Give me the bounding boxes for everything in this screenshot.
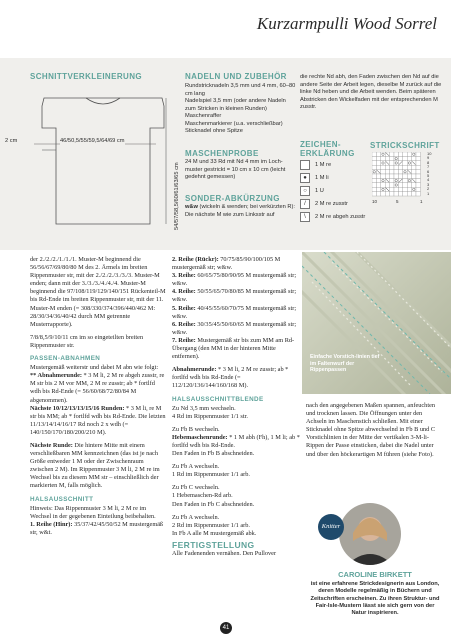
chart-cell (416, 161, 420, 165)
chart-cell (381, 183, 385, 187)
chart-cell (412, 187, 416, 191)
chart-cell (412, 165, 416, 169)
chart-cell (407, 192, 411, 196)
chart-cell (390, 152, 394, 156)
schnitt-label-left: 2 cm (5, 138, 18, 144)
chart-cell (403, 152, 407, 156)
paragraph: 7. Reihe: Mustergemäß str bis zum MM am Rd-Übergang (den MM in der hinteren Mitte entfernen). (172, 336, 295, 361)
paragraph: 6. Reihe: 30/35/45/50/60/65 M mustergemäß str; w&w. (172, 320, 297, 336)
sonder-bold: w&w (185, 204, 198, 210)
paragraph: Zu Fb C wechseln. (172, 484, 220, 492)
schnitt-heading: SCHNITTVERKLEINERUNG (30, 72, 143, 81)
chart-cell (372, 192, 376, 196)
paragraph: Mustergemäß weiterstr und dabei M abn wie folgt: (30, 364, 159, 372)
chart-cell (372, 156, 376, 160)
chart-row-label: 9 (427, 155, 430, 161)
chart-cell (376, 156, 380, 160)
chart-cell (407, 165, 411, 169)
author-bio: ist eine erfahrene Strickdesignerin aus London, deren Modelle regelmäßig in Büchern und Zeitschriften erscheinen. Zu ihren Struktur- und Fair-Isle-Mustern lässt sie sich gern von der Natur inspirieren. (310, 581, 440, 617)
chart-cell (390, 187, 394, 191)
paragraph: Zu Nd 3,5 mm wechseln. (172, 404, 236, 412)
chart-cell (385, 156, 389, 160)
chart-cell (385, 170, 389, 174)
chart-cell (390, 192, 394, 196)
chart-row-label: 6 (427, 168, 430, 174)
chart-cell (381, 170, 385, 174)
chart-cell (407, 174, 411, 178)
chart-cell (394, 174, 398, 178)
chart-cell (394, 178, 398, 182)
chart-col-label: 1 (420, 199, 423, 204)
chart-cell (372, 183, 376, 187)
chart-cell (407, 178, 411, 182)
zeichen-legend (300, 158, 365, 223)
chart-cell (390, 178, 394, 182)
chart-cell (381, 174, 385, 178)
chart-cell (412, 192, 416, 196)
chart-cell (376, 183, 380, 187)
paragraph: 3. Reihe: 60/65/75/80/90/95 M mustergemäß str; w&w. (172, 272, 297, 288)
chart-cell (407, 183, 411, 187)
chart-col-label: 5 (396, 199, 399, 204)
paragraph: 2 Rd im Rippenmuster 1/1 arb. (172, 521, 251, 529)
strickschrift-heading: STRICKSCHRIFT (370, 141, 440, 150)
chart-cell (381, 165, 385, 169)
chart-cell (394, 152, 398, 156)
paragraph: Den Faden in Fb B abschneiden. (172, 450, 255, 458)
section-heading: HALSAUSSCHNITTBLENDE (172, 395, 264, 403)
chart-cell (398, 174, 402, 178)
chart-cell (403, 170, 407, 174)
chart-cell (390, 174, 394, 178)
chart-cell (376, 161, 380, 165)
chart-cell (403, 183, 407, 187)
chart-cell (394, 161, 398, 165)
chart-cell (376, 187, 380, 191)
chart-cell (381, 187, 385, 191)
sonder-heading: SONDER-ABKÜRZUNG (185, 194, 280, 203)
chart-cell (403, 156, 407, 160)
chart-cell (398, 187, 402, 191)
chart-row-label: 2 (427, 186, 430, 192)
chart-cell (416, 192, 420, 196)
purl-symbol-icon: ● (300, 173, 310, 183)
chart-cell (385, 183, 389, 187)
legend-item: \ 2 M re abgeh zusstr (300, 210, 365, 223)
paragraph: 7/8/8,5/9/10/11 cm im so eingeteilten breiten Rippenmuster str. (30, 333, 144, 349)
paragraph: der 2./2./2./1./1./1. Muster-M beginnend die 56/56/67/69/80/80 M des 2. Ärmels im breiten Rippenmuster str, mit der 2./2./2./3./3./3. Muster-M enden; dann mit der 3./3./3./4./4./4. Muster-M beginnend die 97/108/119/129/140/151 Rückenteil-M bis Rd-Ende im breiten Rippenmuster str, mit der 11. Muster-M enden (= 308/330/374/396/440/462 M: 28/30/34/36/40/42 durch MM getrennte Musterrapporte). (30, 256, 166, 328)
nadeln-heading: NADELN UND ZUBEHÖR (185, 72, 287, 81)
chart-cell (372, 170, 376, 174)
chart-cell (372, 178, 376, 182)
paragraph: 4 Rd im Rippenmuster 1/1 str. (172, 412, 248, 420)
knit-symbol-icon (300, 160, 310, 170)
sonder-text (185, 204, 297, 219)
chart-cell (385, 174, 389, 178)
chart-cell (398, 165, 402, 169)
paragraph: 1 Hebemaschen-Rd arb. (172, 492, 233, 500)
chart-cell (412, 152, 416, 156)
chart-row-label: 5 (427, 173, 430, 179)
paragraph: 1 Rd im Rippenmuster 1/1 arb. (172, 471, 251, 479)
paragraph: Abnahmerunde: * 3 M li, 2 M re zusstr; ab * fortlfd wdh bis Rd-Ende (= 112/120/136/144/160/168 M). (172, 366, 289, 390)
magazine-badge: Knitter (318, 514, 344, 540)
chart-cell (394, 192, 398, 196)
chart-col-label: 10 (372, 199, 378, 204)
paragraph: Nächste 10/12/13/13/15/16 Runden: * 3 M li, re M str bis MM; ab * fortlfd wdh bis Rd-Ende. Die letzten 11/13/14/14/16/17 Rd noch 2 x wdh (= 140/150/170/180/200/210 M). (30, 404, 166, 436)
author-avatar (339, 503, 401, 565)
chart-cell (381, 156, 385, 160)
chart-cell (412, 156, 416, 160)
chart-cell (376, 152, 380, 156)
chart-cell (394, 170, 398, 174)
legend-item: ○ 1 U (300, 184, 365, 197)
page-title: Kurzarmpulli Wood Sorrel (256, 14, 437, 33)
chart-cell (390, 156, 394, 160)
chart-cell (390, 170, 394, 174)
nadeln-text: Rundstricknadeln 3,5 mm und 4 mm, 60–80 cm lang Nadelspiel 3,5 mm (oder andere Nadeln zum Stricken in kleinen Runden) Maschenraffer Maschenmarkierer (u.a. verschließbar) Sticknadel ohne Spitze (185, 83, 296, 134)
column-3-text: nach den angegebenen Maßen spannen, anfeuchten und trocknen lassen. Die Öffnungen unter den Achseln im Maschenstich schließen. Mit einer Sticknadel ohne Spitze abwechselnd in Fb B und C Vorstichlinien in der Mitte der vertikalen 3-M-li-Rippen der Passe einsticken, dabei die Nadel unter und über den höckerartigen M führen (siehe Foto). (306, 402, 436, 458)
column-1 (30, 256, 166, 537)
chart-cell (381, 178, 385, 182)
chart-cell (381, 152, 385, 156)
chart-cell (372, 174, 376, 178)
section-heading: FERTIGSTELLUNG (172, 539, 255, 550)
paragraph: In Fb A alle M mustergemäß abk. (172, 529, 257, 537)
chart-cell (416, 187, 420, 191)
chart-cell (381, 192, 385, 196)
chart-cell (390, 183, 394, 187)
paragraph: 4. Reihe: 50/55/65/70/80/85 M mustergemäß str; w&w. (172, 288, 297, 304)
maschenprobe-text: 24 M und 33 Rd mit Nd 4 mm im Loch- muster gestrickt = 10 cm x 10 cm (leicht gedehnt gemessen) (185, 159, 286, 180)
legend-item: / 2 M re zusstr (300, 197, 365, 210)
chart-cell (407, 152, 411, 156)
chart-cell (407, 156, 411, 160)
chart-cell (398, 156, 402, 160)
zeichen-heading: ZEICHEN- ERKLÄRUNG (300, 140, 355, 158)
paragraph: Den Faden in Fb C abschneiden. (172, 500, 255, 508)
legend-item: ● 1 M li (300, 171, 365, 184)
chart-cell (372, 161, 376, 165)
paragraph: Zu Fb A wechseln. (172, 513, 220, 521)
chart-cell (403, 178, 407, 182)
chart-cell (407, 187, 411, 191)
chart-cell (407, 161, 411, 165)
chart-row-label: 3 (427, 181, 430, 187)
author-name: CAROLINE BIRKETT (338, 570, 412, 579)
chart-row-label: 10 (427, 151, 432, 156)
k2tog-symbol-icon: / (300, 199, 310, 209)
chart-row-label: 8 (427, 159, 430, 165)
chart-cell (376, 174, 380, 178)
chart-row-label: 4 (427, 177, 430, 183)
chart-cell (398, 152, 402, 156)
chart-row-label: 7 (427, 164, 430, 170)
page-number: 41 (220, 622, 232, 634)
photo-caption: Einfache Vorstich-linien tief im Faltenwurf der Rippenpassen (310, 354, 380, 374)
chart-cell (412, 174, 416, 178)
chart-cell (416, 174, 420, 178)
chart-cell (398, 192, 402, 196)
knitwear-photo (302, 252, 451, 394)
paragraph: ** Abnahmerunde: * 3 M li, 2 M re abgeh zusstr, re M str bis 2 M vor MM, 2 M re zusstr; ab * fortlfd wdh bis Rd-Ende (= 56/60/68/72/80/84 M abgenommen). (30, 372, 165, 404)
chart-cell (403, 161, 407, 165)
column-2 (172, 256, 300, 558)
chart-cell (416, 183, 420, 187)
paragraph: 5. Reihe: 40/45/55/60/70/75 M mustergemäß str; w&w. (172, 304, 297, 320)
sonder-body: (wickeln & wenden; bei verkürzten R): Die nächste M wie zum Linksstr auf (185, 204, 296, 218)
chart-cell (416, 170, 420, 174)
chart-cell (376, 178, 380, 182)
chart-cell (403, 192, 407, 196)
chart-cell (390, 165, 394, 169)
chart-cell (416, 178, 420, 182)
section-heading: PASSEN-ABNAHMEN (30, 355, 101, 363)
chart-cell (398, 170, 402, 174)
right-top-text: die rechte Nd abh, den Faden zwischen den Nd auf die andere Seite der Arbeit legen, dieselbe M zurück auf die linke Nd heben und die Arbeit wenden. Beim späteren Abstricken den Wickelfaden mit der entsprechenden M zusstr. (300, 74, 442, 110)
paragraph: Hinweis: Das Rippenmuster 3 M li, 2 M re im Wechsel in der gegebenen Einteilung beibehalten. (30, 504, 156, 520)
paragraph: 1. Reihe (Hinr): 35/37/42/45/50/52 M mustergemäß str, w&t. (30, 520, 164, 536)
chart-row-labels (427, 152, 439, 196)
chart-cell (394, 187, 398, 191)
chart-cell (394, 183, 398, 187)
chart-cell (372, 152, 376, 156)
paragraph: Zu Fb A wechseln. (172, 463, 220, 471)
schnitt-label-height: 54/57/58,5/60/61/63/65 cm (174, 162, 180, 230)
yarnover-symbol-icon: ○ (300, 186, 310, 196)
chart-cell (412, 183, 416, 187)
chart-cell (416, 152, 420, 156)
chart-cell (398, 183, 402, 187)
ssk-symbol-icon: \ (300, 212, 310, 222)
chart-row-label: 1 (427, 190, 430, 196)
chart-cell (403, 174, 407, 178)
paragraph: Hebemaschenrunde: * 1 M abh (Fh), 1 M li; ab * fortlfd wdh bis Rd-Ende. (172, 433, 300, 449)
chart-cell (372, 187, 376, 191)
paragraph: 2. Reihe (Rückr): 70/75/85/90/100/105 M mustergemäß str; w&w. (172, 256, 281, 272)
paragraph: Zu Fb B wechseln. (172, 425, 220, 433)
chart-cell (416, 156, 420, 160)
legend-item: 1 M re (300, 158, 365, 171)
chart-cell (412, 170, 416, 174)
chart-cell (381, 161, 385, 165)
chart-cell (394, 165, 398, 169)
paragraph: Alle Fadenenden vernähen. Den Pullover (172, 550, 277, 557)
chart-cell (403, 187, 407, 191)
garment-schematic (4, 84, 180, 234)
chart-cell (385, 192, 389, 196)
paragraph: Nächste Runde: Die hintere Mitte mit einem verschließbaren MM kennzeichnen (das ist je nach Größe entweder 1 M oder der Zwischenraum zwischen 2 M). Im Rippenmuster 3 M li, 2 M re im Wechsel bis zu diesem MM str – einschließlich der markierten M, falls möglich. (30, 441, 160, 490)
chart-cell (390, 161, 394, 165)
chart-cell (376, 192, 380, 196)
maschenprobe-heading: MASCHENPROBE (185, 149, 259, 158)
chart-cell (403, 165, 407, 169)
schnitt-label-width: 46/50,5/55/59,5/64/69 cm (60, 138, 125, 144)
chart-cell (376, 165, 380, 169)
chart-cell (372, 165, 376, 169)
chart-cell (385, 165, 389, 169)
chart-cell (416, 165, 420, 169)
chart-cell (394, 156, 398, 160)
section-heading: HALSAUSSCHNITT (30, 495, 94, 503)
